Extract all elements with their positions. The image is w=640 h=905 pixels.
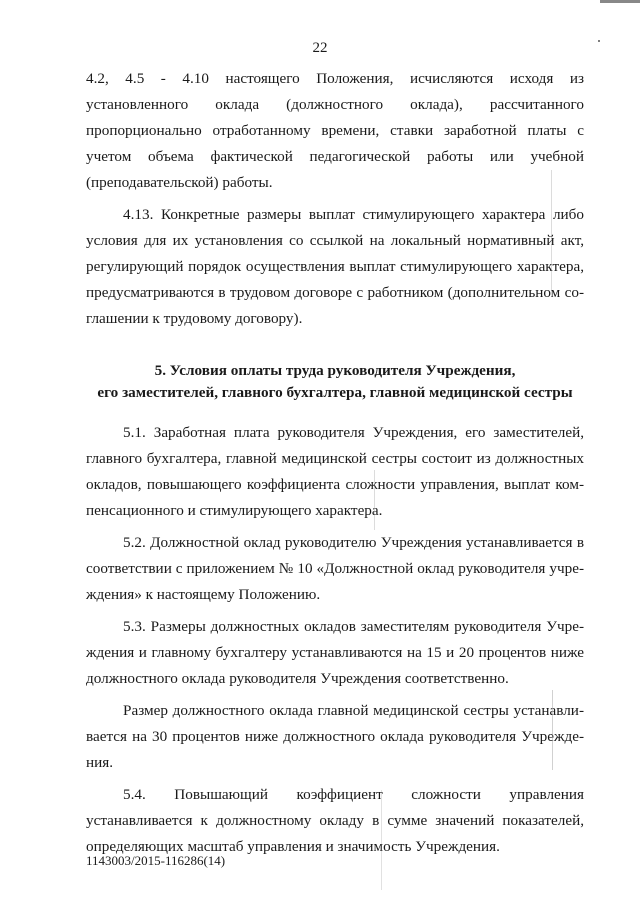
scan-speck [598,40,600,42]
scan-fold-line [552,690,553,770]
paragraph-5-4: 5.4. Повышающий коэффициент сложности управления устанавливается к должностному окладу в сумме значений показателей, определяющих масштаб управления и значимость Учреждения. [86,786,584,855]
paragraph-5-2: 5.2. Должностной оклад руководителю Учреждения устанавливается в соответствии с приложением № 10 «Должностной оклад руководителя учреждения» к настоящему Положению. [86,534,584,603]
paragraph-continuation: 4.2, 4.5 - 4.10 настоящего Положения, исчисляются исходя из установленного оклада (должностного оклада), рассчитанного пропорционально отработанному времени, ставки заработной платы с учетом объема фактической педагогической работы или учебной (преподавательской) работы. [86,70,584,191]
scan-edge-mark [600,0,640,3]
document-body [86,66,584,860]
paragraph-5-1: 5.1. Заработная плата руководителя Учреждения, его заместителей, главного бухгалтера, главной медицинской сестры состоит из должностных окладов, повышающего коэффициента сложности управления, выплат компенсационного и стимулирующего характера. [86,424,584,519]
page-number: 22 [312,40,328,56]
section-5-title [86,360,584,404]
paragraph-4-13: 4.13. Конкретные размеры выплат стимулирующего характера либо условия для их установления со ссылкой на локальный нормативный акт, регулирующий порядок осуществления выплат стимулирующего характера, предусматриваются в трудовом договоре с работником (дополнительном соглашении к трудовому договору). [86,206,584,327]
scan-fold-line [374,470,375,530]
paragraph-head-nurse-salary: Размер должностного оклада главной медицинской сестры устанавливается на 30 процентов ниже должностного оклада руководителя Учреждения. [86,702,584,771]
document-code: 1143003/2015-116286(14) [86,853,226,868]
scan-fold-line [551,170,552,290]
paragraph-5-3: 5.3. Размеры должностных окладов заместителям руководителя Учреждения и главному бухгалтеру устанавливаются на 15 и 20 процентов ниже должностного оклада руководителя Учреждения соответственно. [86,618,584,687]
section-title-line-2: его заместителей, главного бухгалтера, главной медицинской сестры [97,384,573,401]
section-title-line-1: 5. Условия оплаты труда руководителя Учреждения, [154,362,516,379]
scan-fold-line [381,790,382,890]
